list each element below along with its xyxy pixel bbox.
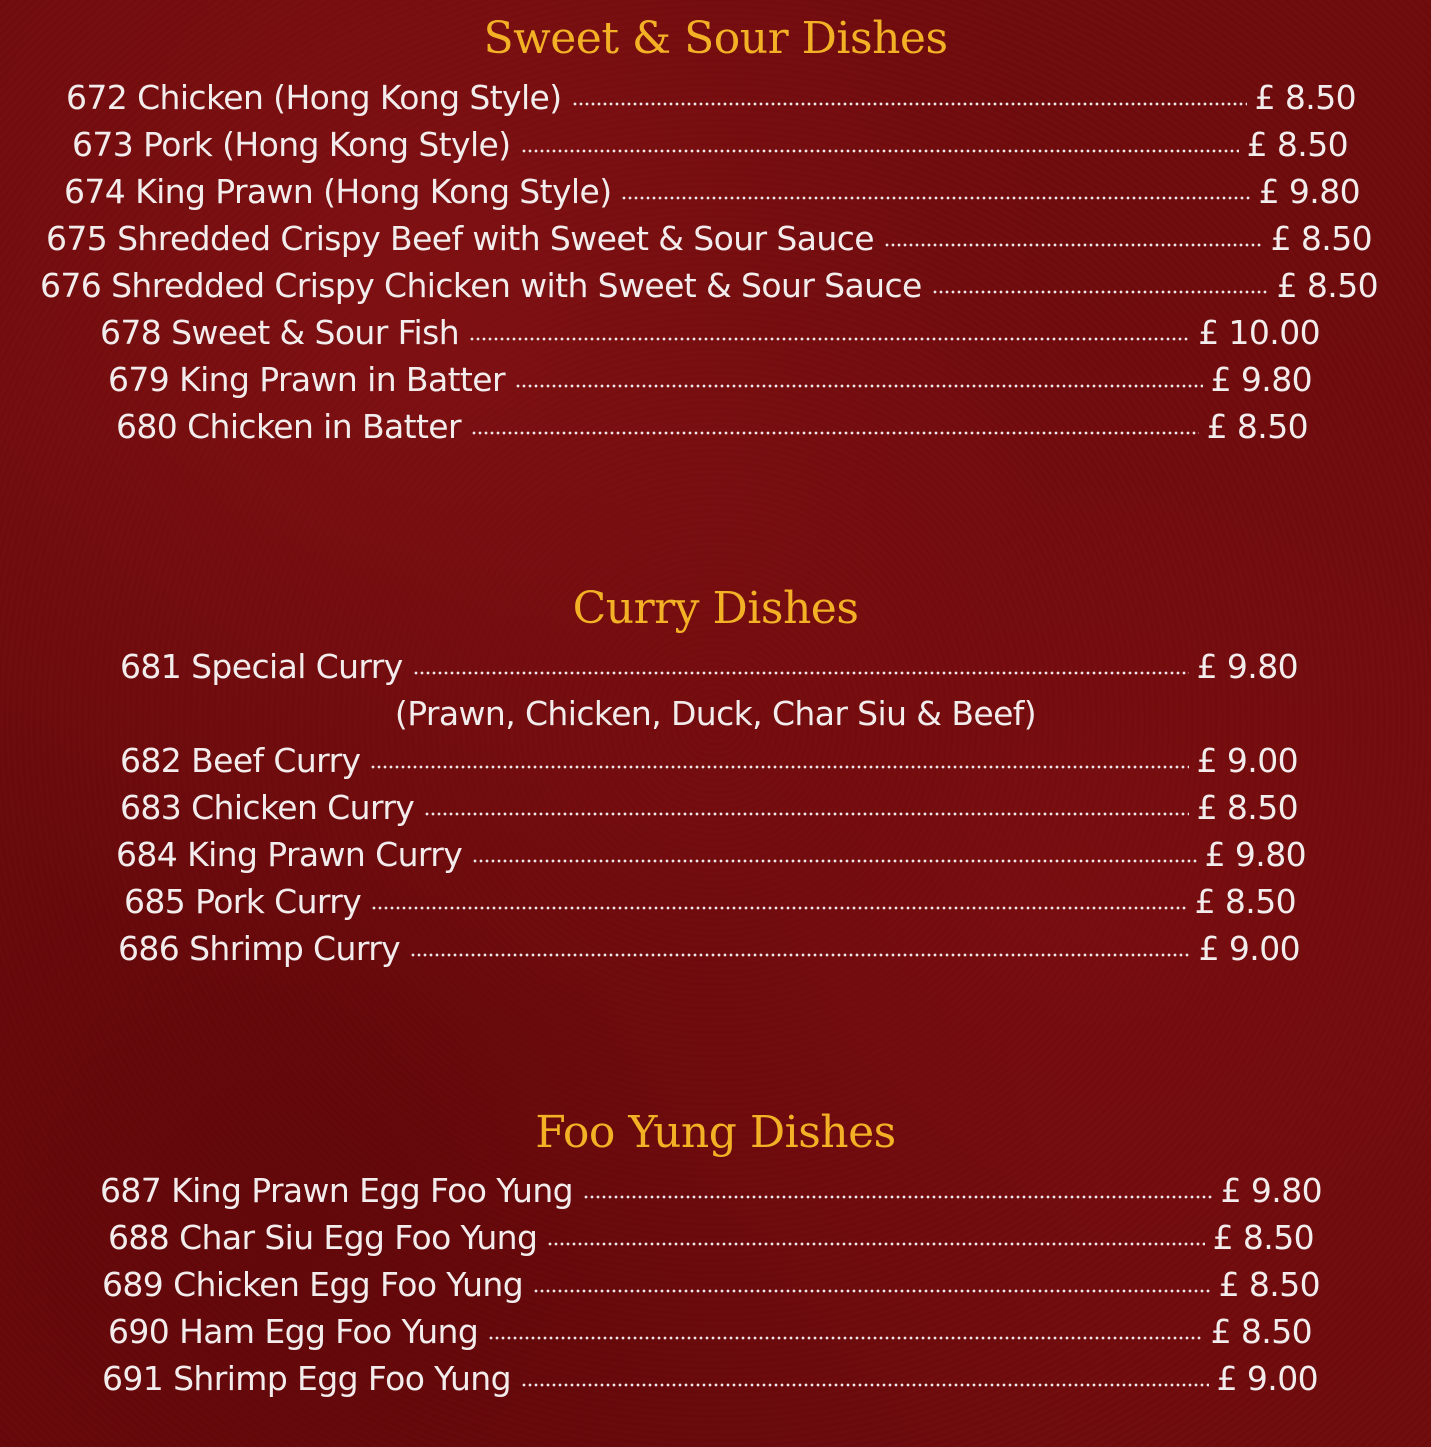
menu-item: [66, 76, 1356, 120]
menu-item: [72, 123, 1348, 167]
menu-item: [120, 645, 1298, 689]
menu-item-name: 688 Char Siu Egg Foo Yung: [108, 1218, 538, 1257]
menu-item-name: 680 Chicken in Batter: [116, 407, 461, 446]
menu-item: [124, 880, 1296, 924]
dot-leader: [521, 149, 1239, 153]
menu-item: [46, 217, 1372, 261]
menu-item-name: 689 Chicken Egg Foo Yung: [102, 1265, 524, 1304]
dot-leader: [572, 102, 1247, 106]
menu-item-price: £ 8.50: [1206, 407, 1308, 446]
dot-leader: [370, 765, 1188, 769]
menu-item: [100, 1169, 1322, 1213]
menu-item-name: 681 Special Curry: [120, 647, 403, 686]
menu-item-name: 686 Shrimp Curry: [118, 929, 401, 968]
menu-item-name: 679 King Prawn in Batter: [108, 360, 505, 399]
menu-item-name: 678 Sweet & Sour Fish: [100, 313, 460, 352]
dot-leader: [621, 196, 1250, 200]
dot-leader: [932, 290, 1269, 294]
dot-leader: [547, 1242, 1204, 1246]
menu-item-name: 691 Shrimp Egg Foo Yung: [102, 1359, 511, 1398]
dot-leader: [469, 337, 1190, 341]
menu-item-price: £ 8.50: [1210, 1312, 1312, 1351]
menu-item: [108, 1310, 1312, 1354]
dot-leader: [533, 1289, 1211, 1293]
menu-item: [116, 405, 1308, 449]
menu-item-name: 672 Chicken (Hong Kong Style): [66, 78, 562, 117]
menu-item-name: 684 King Prawn Curry: [116, 835, 463, 874]
dot-leader: [471, 431, 1199, 435]
dot-leader: [521, 1383, 1209, 1387]
menu-item: [40, 264, 1378, 308]
section-title-foo-yung: Foo Yung Dishes: [535, 1107, 896, 1158]
menu-item-price: £ 8.50: [1246, 125, 1348, 164]
menu-item-name: 675 Shredded Crispy Beef with Sweet & Sour Sauce: [46, 219, 874, 258]
menu-item-price: £ 9.80: [1196, 647, 1298, 686]
menu-item-price: £ 8.50: [1254, 78, 1356, 117]
menu-item: [102, 1263, 1320, 1307]
menu-item-price: £ 9.80: [1258, 172, 1360, 211]
menu-item-price: £ 9.00: [1196, 741, 1298, 780]
menu-item-name: 685 Pork Curry: [124, 882, 362, 921]
menu-item-name: 674 King Prawn (Hong Kong Style): [64, 172, 612, 211]
menu-item-name: 687 King Prawn Egg Foo Yung: [100, 1171, 573, 1210]
menu-item-price: £ 10.00: [1198, 313, 1320, 352]
menu-item-price: £ 8.50: [1270, 219, 1372, 258]
dot-leader: [488, 1336, 1202, 1340]
dot-leader: [410, 953, 1191, 957]
menu-item-price: £ 8.50: [1218, 1265, 1320, 1304]
dot-leader: [472, 859, 1196, 863]
dot-leader: [424, 812, 1188, 816]
menu-item-price: £ 8.50: [1212, 1218, 1314, 1257]
menu-item-price: £ 9.80: [1220, 1171, 1322, 1210]
menu-item-note: (Prawn, Chicken, Duck, Char Siu & Beef): [394, 694, 1037, 733]
menu-item: [102, 1357, 1318, 1401]
dot-leader: [371, 906, 1186, 910]
menu-item-price: £ 9.00: [1216, 1359, 1318, 1398]
menu-item: [64, 170, 1360, 214]
menu-item-name: 673 Pork (Hong Kong Style): [72, 125, 511, 164]
menu-item-name: 682 Beef Curry: [120, 741, 361, 780]
menu-item: [100, 311, 1320, 355]
menu-item-price: £ 8.50: [1196, 788, 1298, 827]
section-title-curry: Curry Dishes: [572, 583, 859, 634]
dot-leader: [884, 243, 1263, 247]
section-title-sweet-sour: Sweet & Sour Dishes: [483, 13, 948, 64]
menu-item-price: £ 9.80: [1204, 835, 1306, 874]
menu-item-price: £ 9.80: [1210, 360, 1312, 399]
menu-item: [118, 927, 1300, 971]
menu-item-name: 690 Ham Egg Foo Yung: [108, 1312, 479, 1351]
dot-leader: [583, 1195, 1213, 1199]
menu-item: [108, 358, 1312, 402]
menu-item: [108, 1216, 1314, 1260]
menu-item-name: 676 Shredded Crispy Chicken with Sweet & Sour Sauce: [40, 266, 922, 305]
menu-item: [116, 833, 1306, 877]
menu-item-price: £ 8.50: [1194, 882, 1296, 921]
dot-leader: [413, 671, 1189, 675]
menu-item: [120, 739, 1298, 783]
menu-item-price: £ 9.00: [1198, 929, 1300, 968]
dot-leader: [515, 384, 1203, 388]
menu-item: [120, 786, 1298, 830]
menu-item-name: 683 Chicken Curry: [120, 788, 415, 827]
menu-item-price: £ 8.50: [1276, 266, 1378, 305]
